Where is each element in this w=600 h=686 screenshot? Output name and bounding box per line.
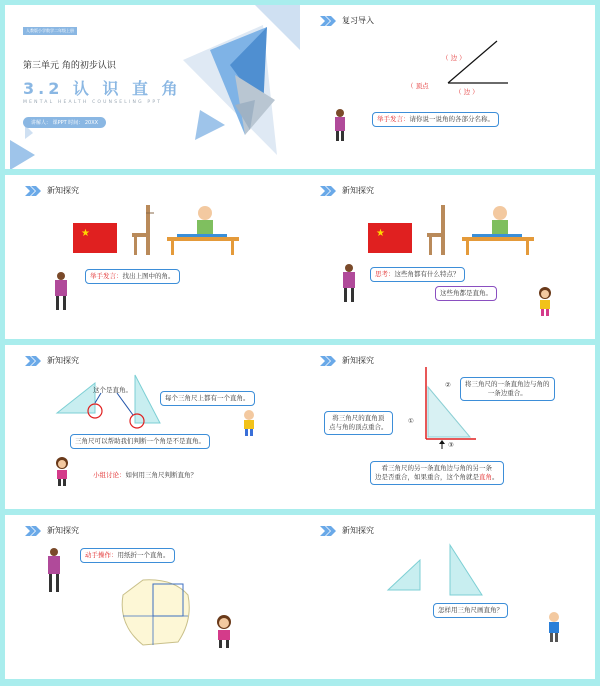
discussion-text [93,470,197,479]
step-3-line-2 [375,473,499,482]
slide-find-angles[interactable] [5,175,300,339]
step-3-line-1: 看三角尺的另一条直角边与角的另一条 [381,464,492,472]
unit-title: 第三单元 角的初步认识 [23,61,116,71]
chair-icon [427,205,453,255]
slide-header [25,525,79,536]
teacher-figure [338,263,360,303]
label-vertex: （ 顶点 [407,82,429,90]
girl-figure [213,615,235,649]
svg-text:★: ★ [81,228,90,239]
step-number-2: ② [445,381,451,389]
step-1-line-2: 点与角的顶点重合。 [329,422,388,431]
slide-review[interactable] [300,5,595,169]
speech-bubble [372,112,499,127]
slide-draw-angle[interactable] [300,515,595,679]
step-2-bubble [460,377,555,401]
boy-figure [545,611,563,643]
bubble-prefix: 举手发言： [90,272,123,280]
folded-paper [113,570,193,650]
bubble-text: 用纸折一个直角。 [117,551,170,559]
student-desk-figure [462,205,534,255]
slide-think[interactable] [300,175,595,339]
step-number-1: ① [408,417,414,425]
flag-icon [368,223,412,253]
judge-bubble: 三角尺可以帮助我们判断一个角是不是直角。 [70,434,210,449]
discussion-question: 如何用三角尺判断直角？ [125,471,197,479]
textbook-subtitle: 人教版小学数学二年级上册 [23,27,77,35]
label-side-bottom: （ 边 ） [455,88,479,96]
step-1-bubble [324,411,393,435]
presenter-bar: 讲解人： 课PPT 时间： 20XX [23,117,106,128]
english-subtitle: MENTAL HEALTH COUNSELING PPT [23,100,163,105]
step-1-line-1: 将三角尺的直角顶 [332,414,385,422]
step-2-line-1: 将三角尺的一条直角边与角的 [465,380,550,388]
slide-ruler-angles[interactable] [5,345,300,509]
flag-icon [73,223,117,253]
header-title: 新知探究 [342,186,374,195]
chevron-icon [25,186,41,196]
teacher-figure [43,547,65,593]
header-title: 新知探究 [47,186,79,195]
angle-diagram [300,5,595,169]
header-title: 新知探究 [47,356,79,365]
bubble-text: 这些角都有什么特点？ [394,270,460,278]
speech-bubble [85,269,180,284]
header-title: 复习导入 [342,16,374,25]
answer-bubble: 这些角都是直角。 [435,286,497,301]
label-right-angle: 这个是直角。 [93,386,132,394]
boy-figure [241,409,257,437]
header-title: 新知探究 [342,526,374,535]
slide-fold-paper[interactable] [5,515,300,679]
slide-title[interactable] [5,5,300,169]
lesson-title: 3.2 认 识 直 角 [23,79,182,98]
teacher-figure [50,271,72,311]
discussion-prefix: 小组讨论： [93,471,126,479]
bubble-prefix: 思考： [375,270,395,278]
step-3-end: 。 [492,472,499,481]
slide-judge-steps[interactable] [300,345,595,509]
girl-figure [536,287,554,317]
girl-figure [53,457,71,487]
bubble-text: 请你说一说角的各部分名称。 [409,115,494,123]
bubble-text: 找出上图中的角。 [122,272,175,280]
step-number-3: ③ [448,441,454,449]
label-side-top: （ 边 ） [442,54,466,62]
step-2-line-2: 一条边重合。 [487,388,527,397]
svg-text:★: ★ [376,228,385,239]
speech-bubble: 怎样用三角尺画直角？ [433,603,508,618]
speech-bubble [370,267,465,282]
step-3-text: 边是否重合，如果重合，这个角就是 [375,472,479,481]
chevron-icon [320,186,336,196]
chair-icon [132,205,158,255]
bubble-prefix: 动手操作： [85,551,118,559]
header-title: 新知探究 [47,526,79,535]
chevron-icon [25,526,41,536]
step-3-bubble [370,461,504,485]
step-3-highlight: 直角 [479,472,492,481]
teacher-figure [330,108,350,142]
speech-bubble [80,548,175,563]
slide-header [320,185,374,196]
ruler-bubble: 每个三角尺上都有一个直角。 [160,391,255,406]
header-title: 新知探究 [342,356,374,365]
bubble-prefix: 举手发言： [377,115,410,123]
triangle-rulers [300,515,595,679]
student-desk-figure [167,205,239,255]
slide-header [25,185,79,196]
